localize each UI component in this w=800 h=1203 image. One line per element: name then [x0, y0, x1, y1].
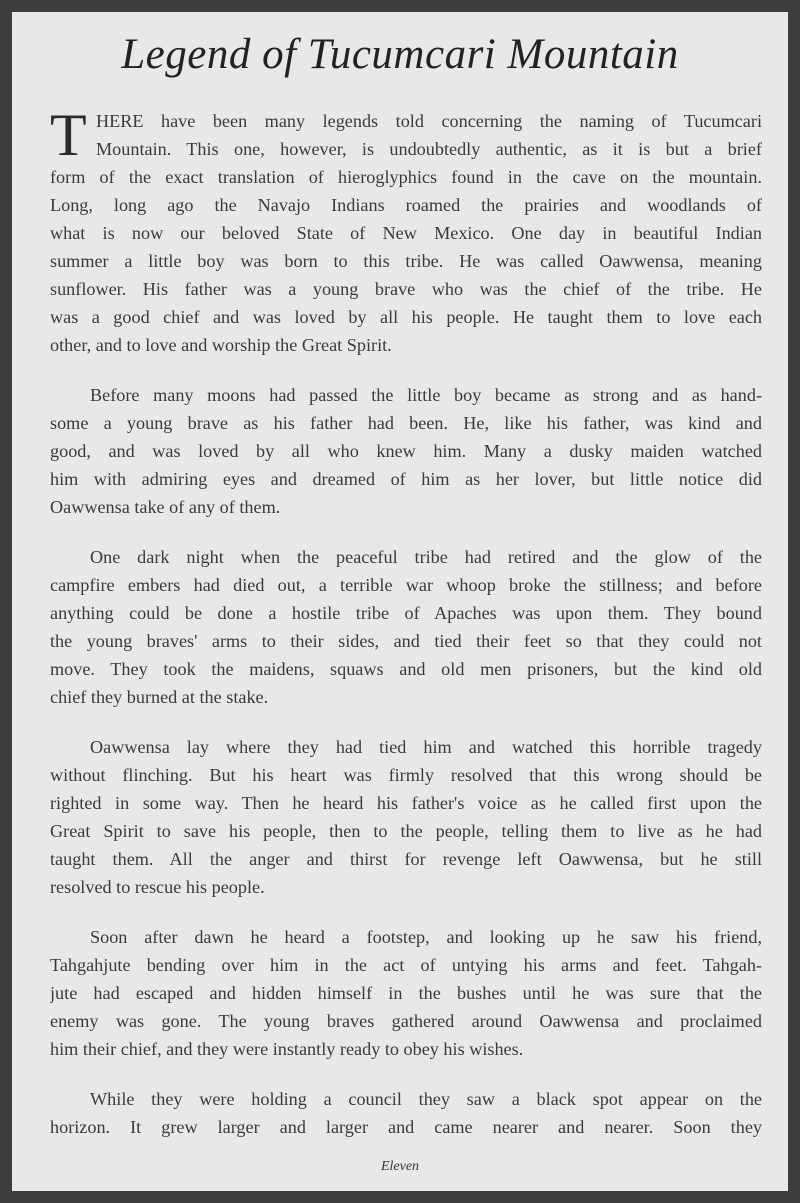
book-page — [12, 12, 788, 1191]
text-line: good, and was loved by all who knew him. Many a dusky maiden watched — [50, 441, 762, 461]
text-line: the young braves' arms to their sides, and tied their feet so that they could not — [50, 631, 762, 651]
text-line: taught them. All the anger and thirst for revenge left Oawwensa, but he still — [50, 849, 762, 869]
paragraph — [50, 543, 762, 711]
text-line: While they were holding a council they saw a black spot appear on the — [90, 1089, 762, 1109]
story-body — [50, 102, 762, 1141]
text-line: some a young brave as his father had been. He, like his father, was kind and — [50, 413, 762, 433]
page-number: Eleven — [380, 1159, 420, 1174]
text-line: form of the exact translation of hieroglyphics found in the cave on the mountain. — [50, 167, 762, 187]
text-line: Great Spirit to save his people, then to the people, telling them to live as he had — [50, 821, 762, 841]
text-line: Before many moons had passed the little boy became as strong and as hand- — [90, 385, 762, 405]
text-line: Tahgahjute bending over him in the act of untying his arms and feet. Tahgah- — [50, 955, 762, 975]
text-line: anything could be done a hostile tribe of Apaches was upon them. They bound — [50, 603, 762, 623]
text-line: him with admiring eyes and dreamed of him as her lover, but little notice did — [50, 469, 762, 489]
text-line: jute had escaped and hidden himself in the bushes until he was sure that the — [50, 983, 762, 1003]
text-line: move. They took the maidens, squaws and old men prisoners, but the kind old — [50, 659, 762, 679]
paragraph — [50, 923, 762, 1063]
text-line: was a good chief and was loved by all his people. He taught them to love each — [50, 307, 762, 327]
text-line: without flinching. But his heart was firmly resolved that this wrong should be — [50, 765, 762, 785]
text-line: campfire embers had died out, a terrible war whoop broke the stillness; and before — [50, 575, 762, 595]
text-line: HERE have been many legends told concerning the naming of Tucumcari — [96, 111, 762, 131]
text-line: what is now our beloved State of New Mexico. One day in beautiful Indian — [50, 223, 762, 243]
paragraph — [50, 102, 762, 359]
text-line: other, and to love and worship the Great Spirit. — [50, 335, 392, 355]
text-line: chief they burned at the stake. — [50, 687, 269, 707]
drop-cap: T — [50, 102, 87, 168]
text-line: Soon after dawn he heard a footstep, and looking up he saw his friend, — [90, 927, 762, 947]
text-line: righted in some way. Then he heard his father's voice as he called first upon the — [50, 793, 762, 813]
text-line: Long, long ago the Navajo Indians roamed the prairies and woodlands of — [50, 195, 762, 215]
text-line: One dark night when the peaceful tribe had retired and the glow of the — [90, 547, 762, 567]
text-line: resolved to rescue his people. — [50, 877, 265, 897]
paragraph — [50, 733, 762, 901]
page-title: Legend of Tucumcari Mountain — [121, 31, 679, 78]
text-line: sunflower. His father was a young brave who was the chief of the tribe. He — [50, 279, 762, 299]
paragraph — [50, 1085, 762, 1141]
text-line: Oawwensa take of any of them. — [50, 497, 281, 517]
text-line: Mountain. This one, however, is undoubtedly authentic, as it is but a brief — [96, 139, 762, 159]
text-line: Oawwensa lay where they had tied him and watched this horrible tragedy — [90, 737, 762, 757]
text-line: summer a little boy was born to this tribe. He was called Oawwensa, meaning — [50, 251, 762, 271]
text-line: horizon. It grew larger and larger and came nearer and nearer. Soon they — [50, 1117, 762, 1137]
text-line: enemy was gone. The young braves gathered around Oawwensa and proclaimed — [50, 1011, 762, 1031]
paragraph — [50, 381, 762, 521]
text-line: him their chief, and they were instantly ready to obey his wishes. — [50, 1039, 524, 1059]
